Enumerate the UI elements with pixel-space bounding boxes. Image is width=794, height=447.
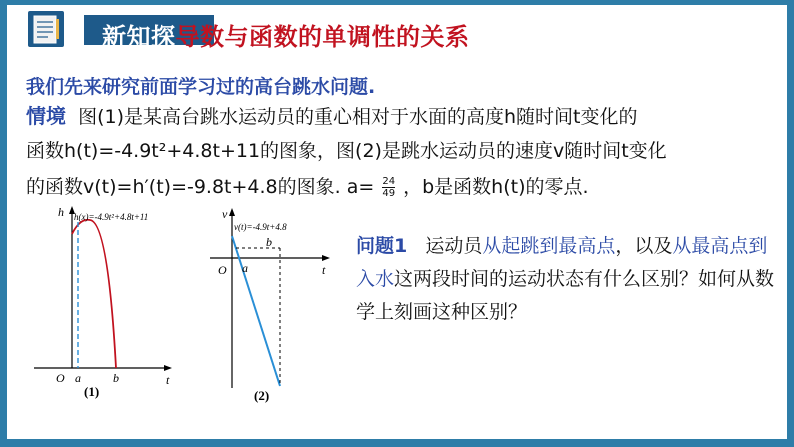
graph1-origin: O <box>56 371 65 385</box>
graph1-x-label: t <box>166 373 170 387</box>
scenario-text-3b: ，b是函数h(t)的零点. <box>403 176 589 198</box>
graph1-y-label: h <box>58 205 64 219</box>
question-part3: 这两段时间的运动状态有什么区别？如何从数学上刻画这种区别？ <box>356 268 775 323</box>
title-part2: 导数与函数的单调性的关系 <box>175 23 470 51</box>
intro-text: 我们先来研究前面学习过的高台跳水问题. <box>26 76 376 98</box>
question-highlight-1: 从起跳到最高点 <box>482 235 616 257</box>
scenario-label: 情境 <box>26 104 66 128</box>
fraction-numerator: 24 <box>382 176 396 187</box>
graph1-a-label: a <box>75 371 81 385</box>
question-part1: 运动员 <box>425 235 483 257</box>
scenario-text-3a: 的函数v(t)=h′(t)=-9.8t+4.8的图象. a= <box>26 176 375 198</box>
question-highlight-2: 从最高点到入水 <box>356 235 768 290</box>
graph2-formula: v(t)=-4.9t+4.8 <box>234 222 287 232</box>
question-part2: ，以及 <box>615 235 673 257</box>
graph2-caption: (2) <box>254 388 270 403</box>
graph2-x-label: t <box>322 263 326 277</box>
scenario-line-3 <box>26 172 589 199</box>
graph2-b-label: b <box>266 235 272 249</box>
graph-1 <box>26 200 186 400</box>
graph-2 <box>196 200 346 405</box>
scenario-line-1 <box>26 100 638 129</box>
graph1-caption: (1) <box>84 384 100 399</box>
scenario-text-1: 图(1)是某高台跳水运动员的重心相对于水面的高度h随时间t变化的 <box>78 106 638 128</box>
graph1-b-label: b <box>113 371 119 385</box>
graph2-y-label: v <box>222 207 228 221</box>
scenario-text-2: 函数h(t)=-4.9t²+4.8t+11的图象，图(2)是跳水运动员的速度v随时间t变化 <box>26 140 667 162</box>
page-title <box>102 17 470 52</box>
fraction <box>382 176 395 199</box>
question-label: 问题1 <box>356 235 408 257</box>
scenario-line-2 <box>26 136 667 163</box>
fraction-denominator: 49 <box>382 188 396 199</box>
graph1-formula: h(x)=-4.9t²+4.8t+11 <box>74 212 149 222</box>
graph2-origin: O <box>218 263 227 277</box>
graph2-a-label: a <box>242 261 248 275</box>
question-block <box>356 230 776 329</box>
notebook-icon <box>28 11 64 47</box>
slide-title-bar <box>14 11 474 51</box>
title-part1: 新知探 <box>102 23 176 51</box>
